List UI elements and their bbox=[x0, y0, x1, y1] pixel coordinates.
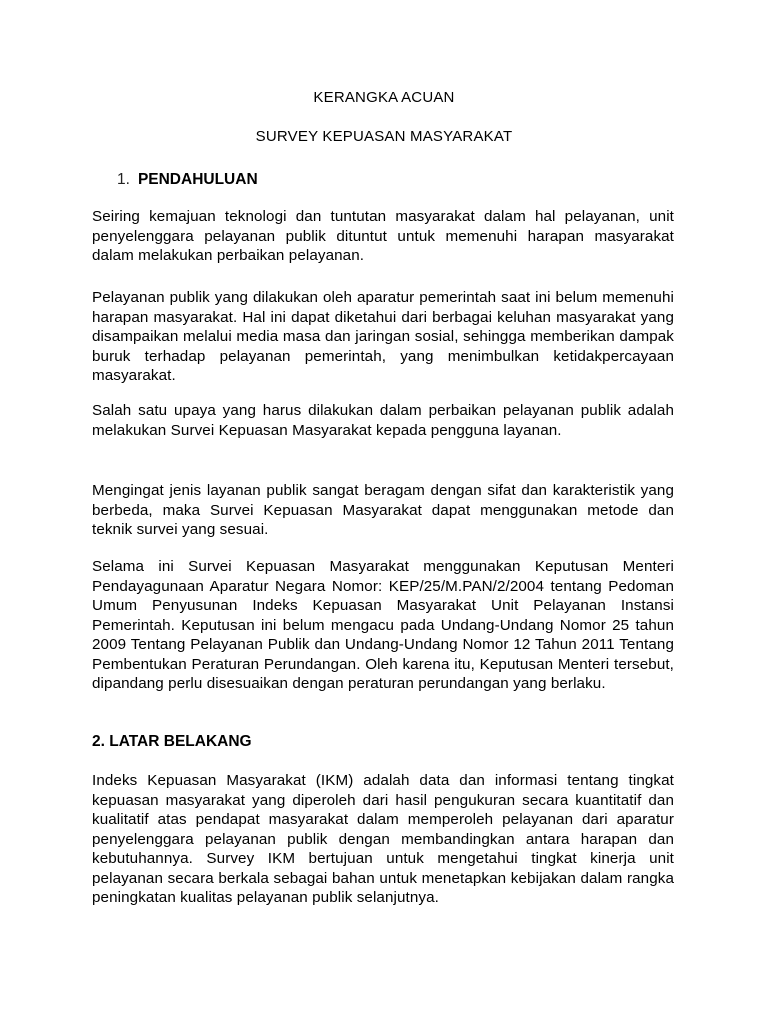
paragraph: Seiring kemajuan teknologi dan tuntutan masyarakat dalam hal pelayanan, unit penyelenggara pelayanan publik dituntut untuk memenuhi harapan masyarakat dalam melakukan perbaikan pelayanan. bbox=[92, 208, 674, 264]
document-subtitle: SURVEY KEPUASAN MASYARAKAT bbox=[255, 128, 513, 145]
section-heading-latar-belakang: 2. LATAR BELAKANG bbox=[92, 733, 252, 750]
paragraph: Pelayanan publik yang dilakukan oleh aparatur pemerintah saat ini belum memenuhi harapan masyarakat. Hal ini dapat diketahui dari berbagai keluhan masyarakat yang disampaikan melalui media masa dan jaringan sosial, sehingga memberikan dampak buruk terhadap pelayanan pemerintah, yang menimbulkan ketidakpercayaan masyarakat. bbox=[92, 289, 674, 384]
section-number: 1. bbox=[117, 171, 130, 188]
paragraph: Mengingat jenis layanan publik sangat beragam dengan sifat dan karakteristik yang berbeda, maka Survei Kepuasan Masyarakat dapat menggunakan metode dan teknik survei yang sesuai. bbox=[92, 482, 674, 538]
document-title: KERANGKA ACUAN bbox=[313, 89, 455, 106]
paragraph: Salah satu upaya yang harus dilakukan dalam perbaikan pelayanan publik adalah melakukan Survei Kepuasan Masyarakat kepada pengguna layanan. bbox=[92, 402, 674, 439]
paragraph: Indeks Kepuasan Masyarakat (IKM) adalah data dan informasi tentang tingkat kepuasan masyarakat yang diperoleh dari hasil pengukuran secara kuantitatif dan kualitatif atas pendapat masyarakat dalam memperoleh pelayanan dari aparatur penyelenggara pelayanan publik dengan membandingkan antara harapan dan kebutuhannya. Survey IKM bertujuan untuk mengetahui tingkat kinerja unit pelayanan secara berkala sebagai bahan untuk menetapkan kebijakan dalam rangka peningkatan kualitas pelayanan publik selanjutnya. bbox=[92, 772, 674, 906]
section-heading-pendahuluan bbox=[117, 170, 258, 189]
section-title: PENDAHULUAN bbox=[137, 171, 258, 188]
paragraph: Selama ini Survei Kepuasan Masyarakat menggunakan Keputusan Menteri Pendayagunaan Aparatur Negara Nomor: KEP/25/M.PAN/2/2004 tentang Pedoman Umum Penyusunan Indeks Kepuasan Masyarakat Unit Pelayanan Instansi Pemerintah. Keputusan ini belum mengacu pada Undang-Undang Nomor 25 tahun 2009 Tentang Pelayanan Publik dan Undang-Undang Nomor 12 Tahun 2011 Tentang Pembentukan Peraturan Perundangan. Oleh karena itu, Keputusan Menteri tersebut, dipandang perlu disesuaikan dengan peraturan perundangan yang berlaku. bbox=[92, 558, 674, 692]
